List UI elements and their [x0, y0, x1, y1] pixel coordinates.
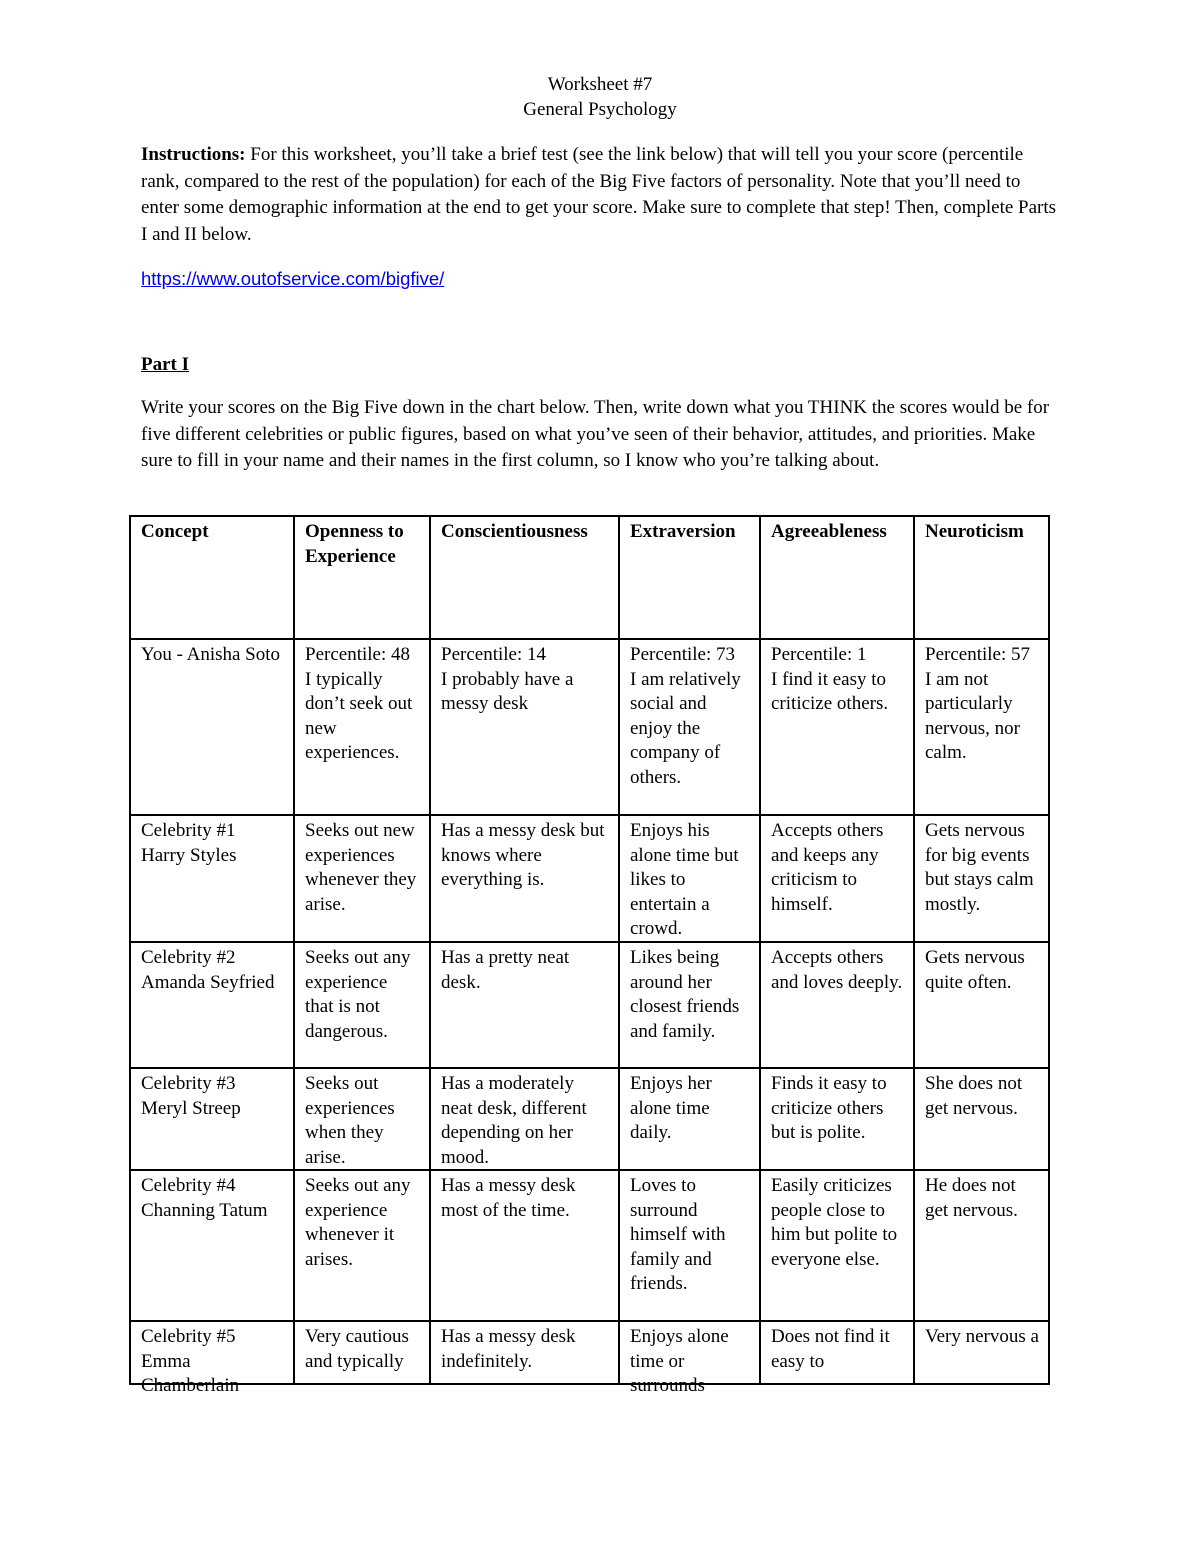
- table-cell: [130, 1170, 294, 1321]
- cell-text: Very cautious and typically: [305, 1326, 409, 1372]
- cell-text: Seeks out any experience whenever it arises.: [305, 1175, 411, 1270]
- table-cell: [619, 1321, 760, 1397]
- cell-text: Celebrity #3 Meryl Streep: [141, 1073, 241, 1119]
- cell-text: Accepts others and loves deeply.: [771, 947, 903, 993]
- cell-text: Percentile: 1 I find it easy to criticize others.: [771, 644, 889, 715]
- instructions-text: For this worksheet, you’ll take a brief test (see the link below) that will tell you your score (percentile rank, compared to the rest of the population) for each of the Big Five factors of personality. Note that you’ll need to enter some demographic information at the end to get your score. Make sure to complete that step! Then, complete Parts I and II below.: [141, 144, 1057, 245]
- table-cell: [760, 639, 914, 815]
- cell-text: Enjoys alone time or surrounds: [630, 1326, 729, 1397]
- cell-text: Very nervous a: [925, 1326, 1039, 1347]
- cell-text: Has a messy desk but knows where everything is.: [441, 820, 605, 891]
- table-cell: [294, 639, 430, 815]
- cell-text: Has a messy desk most of the time.: [441, 1175, 576, 1221]
- table-cell: [760, 1170, 914, 1321]
- table-cell: [914, 815, 1049, 942]
- table-cell: [430, 1321, 619, 1384]
- table-cell: [914, 1068, 1049, 1170]
- cell-text: Enjoys his alone time but likes to entertain a crowd.: [630, 820, 739, 940]
- table-cell: [914, 942, 1049, 1068]
- instructions-label: Instructions:: [141, 144, 246, 165]
- cell-text: Does not find it easy to: [771, 1326, 890, 1372]
- table-cell: [294, 815, 430, 942]
- table-cell: [619, 942, 760, 1068]
- cell-text: You - Anisha Soto: [141, 644, 281, 665]
- course-name: General Psychology: [523, 99, 677, 120]
- cell-text: Celebrity #2 Amanda Seyfried: [141, 947, 275, 993]
- column-header: Openness to Experience: [294, 516, 430, 639]
- table-row: [130, 1068, 1049, 1170]
- cell-text: Has a moderately neat desk, different depending on her mood.: [441, 1073, 587, 1168]
- table-cell: [130, 815, 294, 942]
- cell-text: She does not get nervous.: [925, 1073, 1023, 1119]
- table-cell: [130, 1068, 294, 1170]
- table-cell: [130, 639, 294, 815]
- table-cell: [760, 1321, 914, 1384]
- table-row: [130, 639, 1049, 815]
- cell-text: Celebrity #5 Emma Chamberlain: [141, 1326, 240, 1397]
- cell-text: Enjoys her alone time daily.: [630, 1073, 712, 1144]
- cell-text: Celebrity #1 Harry Styles: [141, 820, 237, 866]
- table-cell: [294, 1170, 430, 1321]
- instructions-paragraph: [141, 142, 1061, 248]
- table-row: [130, 815, 1049, 942]
- cell-text: Has a pretty neat desk.: [441, 947, 570, 993]
- cell-text: Gets nervous for big events but stays calm mostly.: [925, 820, 1034, 915]
- table-cell: [130, 1321, 294, 1397]
- column-header: Conscientiousness: [430, 516, 619, 639]
- table-cell: [430, 942, 619, 1068]
- cell-text: Percentile: 57 I am not particularly nervous, nor calm.: [925, 644, 1030, 764]
- table-cell: [914, 1321, 1049, 1384]
- cell-text: Seeks out any experience that is not dangerous.: [305, 947, 411, 1042]
- table-cell: [430, 639, 619, 815]
- cell-text: Percentile: 73 I am relatively social and enjoy the company of others.: [630, 644, 741, 788]
- table-cell: [760, 1068, 914, 1170]
- table-cell: [619, 815, 760, 942]
- big-five-table: [129, 515, 1050, 1397]
- cell-text: Seeks out experiences when they arise.: [305, 1073, 395, 1168]
- cell-text: Percentile: 48 I typically don’t seek out new experiences.: [305, 644, 413, 764]
- table-cell: [619, 1068, 760, 1170]
- column-header: Agreeableness: [760, 516, 914, 639]
- table-cell: [294, 942, 430, 1068]
- cell-text: Accepts others and keeps any criticism to himself.: [771, 820, 884, 915]
- part-one-heading: Part I: [141, 354, 190, 375]
- document-header: [0, 72, 1200, 122]
- table-row: [130, 1321, 1049, 1384]
- worksheet-title: Worksheet #7: [547, 74, 653, 95]
- cell-text: Finds it easy to criticize others but is polite.: [771, 1073, 887, 1144]
- column-header: Neuroticism: [914, 516, 1049, 639]
- bigfive-test-link[interactable]: https://www.outofservice.com/bigfive/: [141, 268, 445, 289]
- table-cell: [619, 1170, 760, 1321]
- table-cell: [430, 815, 619, 942]
- table-cell: [430, 1170, 619, 1321]
- table-row: [130, 1170, 1049, 1321]
- cell-text: Loves to surround himself with family and friends.: [630, 1175, 726, 1295]
- cell-text: Likes being around her closest friends and family.: [630, 947, 740, 1042]
- table-row: [130, 942, 1049, 1068]
- table-cell: [914, 639, 1049, 815]
- cell-text: Easily criticizes people close to him but polite to everyone else.: [771, 1175, 898, 1270]
- cell-text: Seeks out new experiences whenever they arise.: [305, 820, 417, 915]
- table-cell: [294, 1068, 430, 1170]
- cell-text: Celebrity #4 Channing Tatum: [141, 1175, 268, 1221]
- table-cell: [130, 942, 294, 1068]
- table-cell: [760, 942, 914, 1068]
- table-cell: [914, 1170, 1049, 1321]
- cell-text: He does not get nervous.: [925, 1175, 1018, 1221]
- table-header-row: [130, 516, 1049, 639]
- column-header: Concept: [130, 516, 294, 639]
- table-cell: [619, 639, 760, 815]
- cell-text: Has a messy desk indefinitely.: [441, 1326, 576, 1372]
- table-cell: [294, 1321, 430, 1384]
- column-header: Extraversion: [619, 516, 760, 639]
- cell-text: Gets nervous quite often.: [925, 947, 1025, 993]
- cell-text: Percentile: 14 I probably have a messy desk: [441, 644, 574, 715]
- table-cell: [760, 815, 914, 942]
- table-cell: [430, 1068, 619, 1170]
- part-one-intro: Write your scores on the Big Five down in the chart below. Then, write down what you THINK the scores would be for five different celebrities or public figures, based on what you’ve seen of their behavior, attitudes, and priorities. Make sure to fill in your name and their names in the first column, so I know who you’re talking about.: [141, 397, 1050, 471]
